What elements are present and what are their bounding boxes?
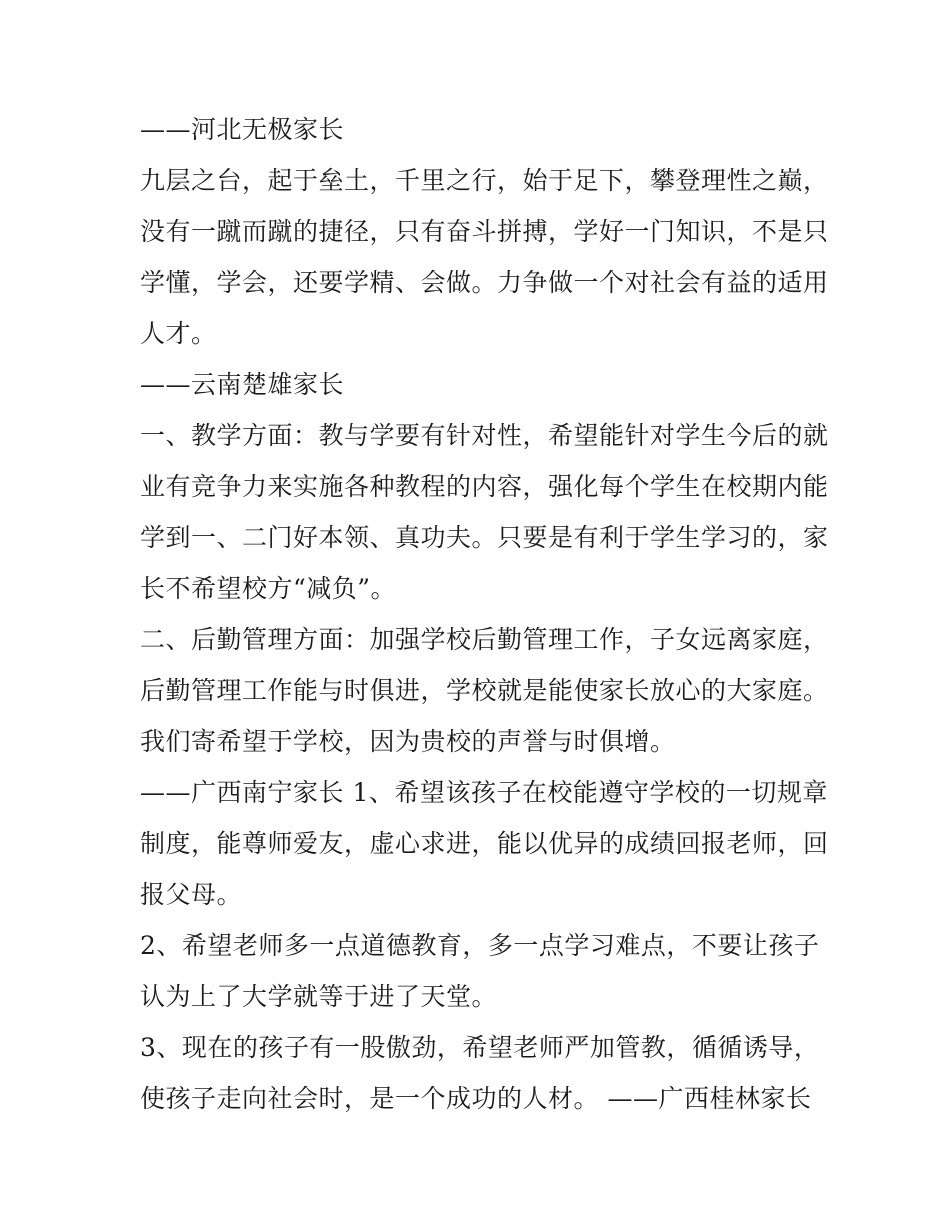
document-body <box>140 104 829 1124</box>
paragraph-line: 一、教学方面：教与学要有针对性，希望能针对学生今后的就 <box>140 421 829 450</box>
paragraph-line: 没有一蹴而蹴的捷径，只有奋斗拼搏，学好一门知识，不是只 <box>140 217 829 246</box>
paragraph-line: 学懂，学会，还要学精、会做。力争做一个对社会有益的适用 <box>140 268 829 297</box>
paragraph-line: 二、后勤管理方面：加强学校后勤管理工作，子女远离家庭， <box>140 625 829 654</box>
signature-line: ——云南楚雄家长 <box>140 370 345 399</box>
paragraph-line: 九层之台，起于垒土，千里之行，始于足下，攀登理性之巅， <box>140 166 829 195</box>
paragraph-line: 长不希望校方“减负”。 <box>140 574 397 603</box>
paragraph-line: 我们寄希望于学校，因为贵校的声誉与时俱增。 <box>140 727 676 756</box>
paragraph-line: 使孩子走向社会时，是一个成功的人材。 ——广西桂林家长 <box>140 1084 812 1113</box>
signature-line: ——河北无极家长 <box>140 115 345 144</box>
paragraph-line: 认为上了大学就等于进了天堂。 <box>140 982 498 1011</box>
paragraph-line: 2、希望老师多一点道德教育，多一点学习难点，不要让孩子 <box>140 931 820 960</box>
paragraph-line: ——广西南宁家长 1、希望该孩子在校能遵守学校的一切规章 <box>140 778 828 807</box>
paragraph-line: 3、现在的孩子有一股傲劲，希望老师严加管教，循循诱导， <box>140 1033 820 1062</box>
paragraph-line: 人才。 <box>140 319 217 348</box>
paragraph-line: 后勤管理工作能与时俱进，学校就是能使家长放心的大家庭。 <box>140 676 829 705</box>
paragraph-line: 制度，能尊师爱友，虚心求进，能以优异的成绩回报老师，回 <box>140 829 829 858</box>
paragraph-line: 业有竞争力来实施各种教程的内容，强化每个学生在校期内能 <box>140 472 829 501</box>
paragraph-line: 学到一、二门好本领、真功夫。只要是有利于学生学习的，家 <box>140 523 829 552</box>
paragraph-line: 报父母。 <box>140 880 243 909</box>
